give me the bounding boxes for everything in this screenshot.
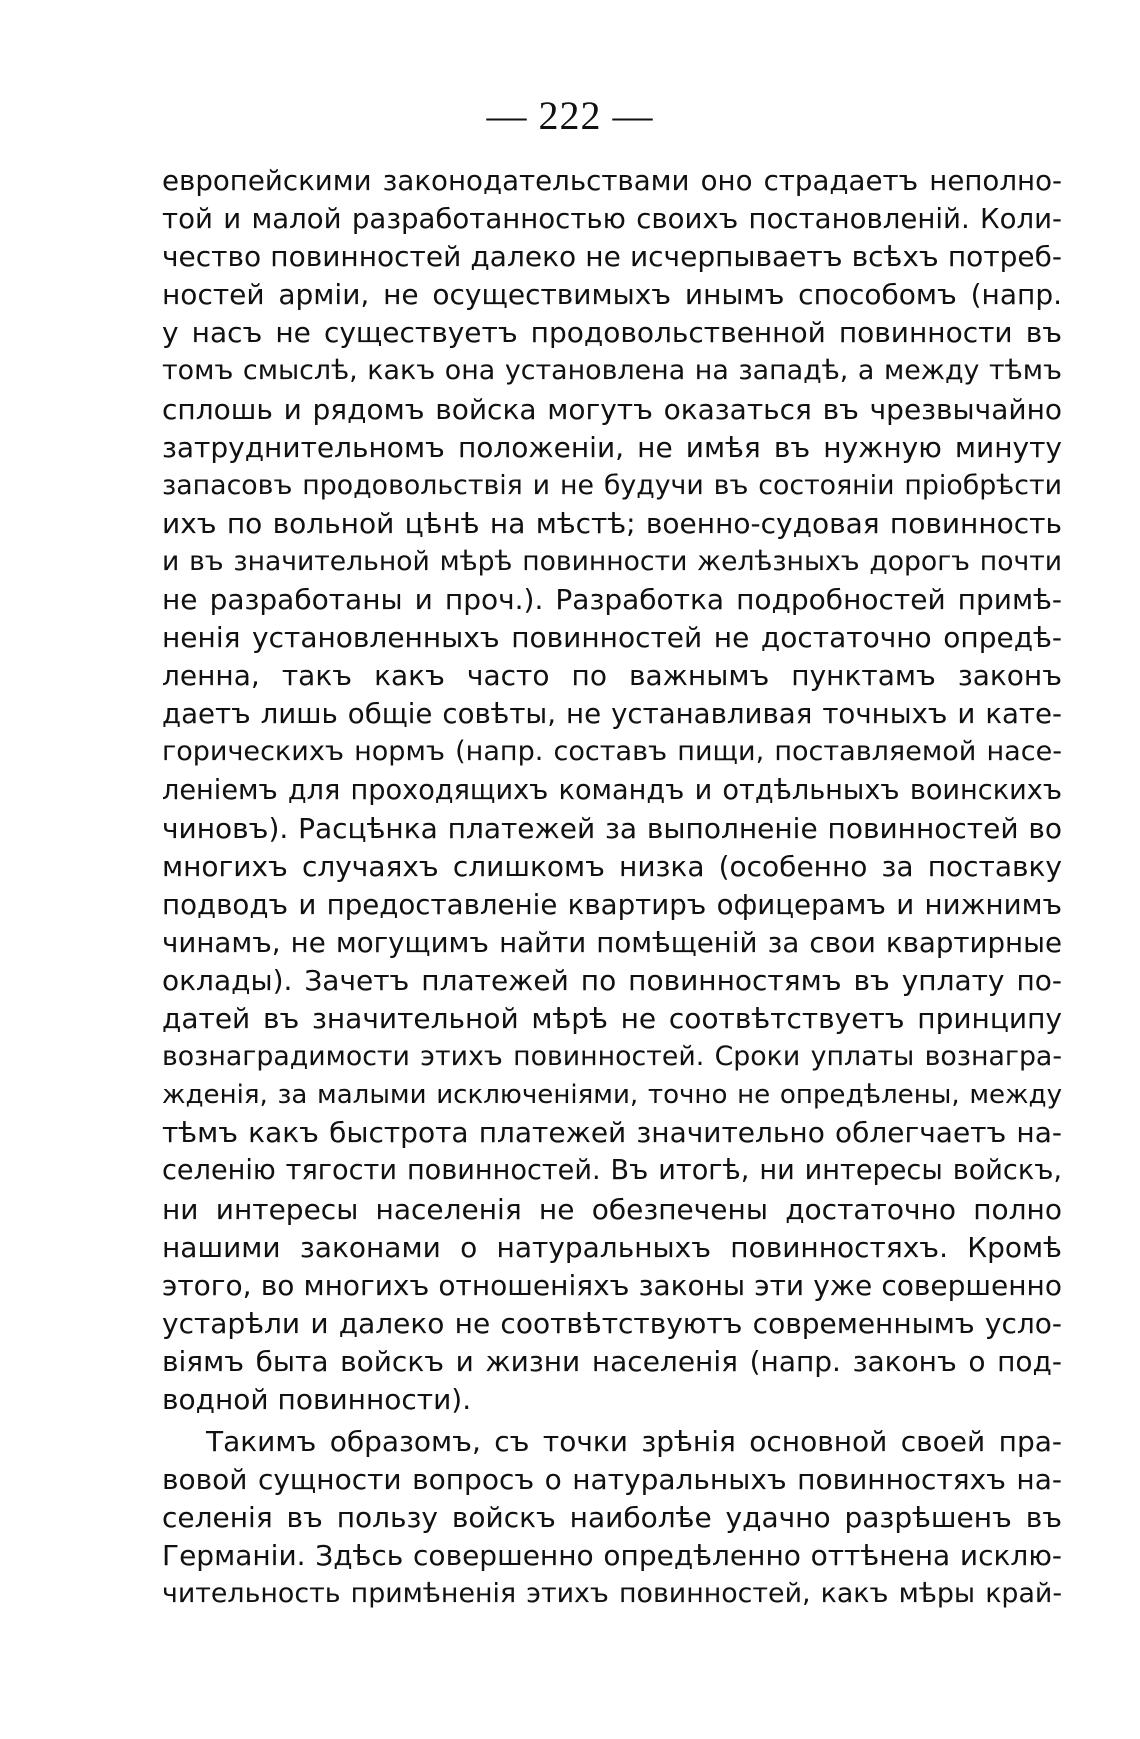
- text-line: жденія, за малыми исключеніями, точно не опредѣлены, между: [162, 1080, 1062, 1111]
- text-line: чество повинностей далеко не исчерпываетъ всѣхъ потреб-: [162, 240, 1062, 274]
- text-line: чинамъ, не могущимъ найти помѣщеній за свои квартирные: [162, 925, 1062, 959]
- text-line: европейскими законодательствами оно страдаетъ неполно-: [162, 164, 1062, 197]
- body-text: [162, 162, 1062, 1614]
- text-line: водной повинности).: [162, 1383, 472, 1416]
- text-line: устарѣли и далеко не соотвѣтствуютъ современнымъ усло-: [162, 1306, 1062, 1340]
- text-line: селенію тягости повинностей. Въ итогѣ, ни интересы войскъ,: [162, 1155, 1062, 1187]
- text-line: чительность примѣненія этихъ повинностей, какъ мѣры край-: [162, 1578, 1062, 1610]
- text-line: селенія въ пользу войскъ наиболѣе удачно разрѣшенъ въ: [162, 1501, 1062, 1535]
- text-line: леніемъ для проходящихъ командъ и отдѣльныхъ воинскихъ: [162, 774, 1062, 806]
- text-line: вознаградимости этихъ повинностей. Сроки уплаты вознагра-: [162, 1041, 1062, 1073]
- text-line: подводъ и предоставленіе квартиръ офицерамъ и нижнимъ: [162, 887, 1062, 921]
- page-number: — 222 —: [486, 93, 654, 138]
- text-line: ненія установленныхъ повинностей не достаточно опредѣ-: [162, 621, 1062, 655]
- text-line: ностей арміи, не осуществимыхъ инымъ способомъ (напр.: [162, 278, 1062, 312]
- text-line: тѣмъ какъ быстрота платежей значительно облегчаетъ на-: [162, 1116, 1062, 1150]
- text-line: томъ смыслѣ, какъ она установлена на западѣ, а между тѣмъ: [162, 355, 1062, 387]
- text-line: вовой сущности вопросъ о натуральныхъ повинностяхъ на-: [162, 1463, 1062, 1497]
- paragraph-1: [162, 162, 1062, 1419]
- text-line: запасовъ продовольствія и не будучи въ состояніи пріобрѣсти: [162, 469, 1062, 501]
- text-line: той и малой разработанностью своихъ постановленій. Коли-: [162, 202, 1062, 236]
- paragraph-2: [162, 1423, 1062, 1613]
- text-line: даетъ лишь общіе совѣты, не устанавливая точныхъ и кате-: [162, 697, 1062, 731]
- text-line: у насъ не существуетъ продовольственной повинности въ: [162, 316, 1062, 350]
- text-line: оклады). Зачетъ платежей по повинностямъ въ уплату по-: [162, 963, 1062, 997]
- text-line: не разработаны и проч.). Разработка подробностей примѣ-: [162, 583, 1062, 617]
- text-line: ни интересы населенія не обезпечены достаточно полно: [162, 1192, 1062, 1226]
- text-line: многихъ случаяхъ слишкомъ низка (особенно за поставку: [162, 849, 1062, 883]
- text-line: датей въ значительной мѣрѣ не соотвѣтствуетъ принципу: [162, 1002, 1062, 1036]
- text-line: ленна, такъ какъ часто по важнымъ пунктамъ законъ: [162, 659, 1062, 693]
- text-line: Германіи. Здѣсь совершенно опредѣленно оттѣнена исклю-: [162, 1539, 1062, 1573]
- text-line: ихъ по вольной цѣнѣ на мѣстѣ; военно-судовая повинность: [162, 506, 1062, 540]
- text-line: сплошь и рядомъ войска могутъ оказаться въ чрезвычайно: [162, 392, 1062, 426]
- text-line: нашими законами о натуральныхъ повинностяхъ. Кромѣ: [162, 1230, 1062, 1264]
- text-line: и въ значительной мѣрѣ повинности желѣзныхъ дорогъ почти: [162, 545, 1062, 577]
- text-line: этого, во многихъ отношеніяхъ законы эти уже совершенно: [162, 1268, 1062, 1302]
- text-line: віямъ быта войскъ и жизни населенія (напр. законъ о под-: [162, 1344, 1062, 1378]
- text-line: чиновъ). Расцѣнка платежей за выполненіе повинностей во: [162, 811, 1062, 845]
- text-line: Такимъ образомъ, съ точки зрѣнія основной своей пра-: [206, 1425, 1062, 1459]
- text-line: затруднительномъ положеніи, не имѣя въ нужную минуту: [162, 430, 1062, 464]
- text-line: горическихъ нормъ (напр. составъ пищи, поставляемой насе-: [162, 736, 1062, 768]
